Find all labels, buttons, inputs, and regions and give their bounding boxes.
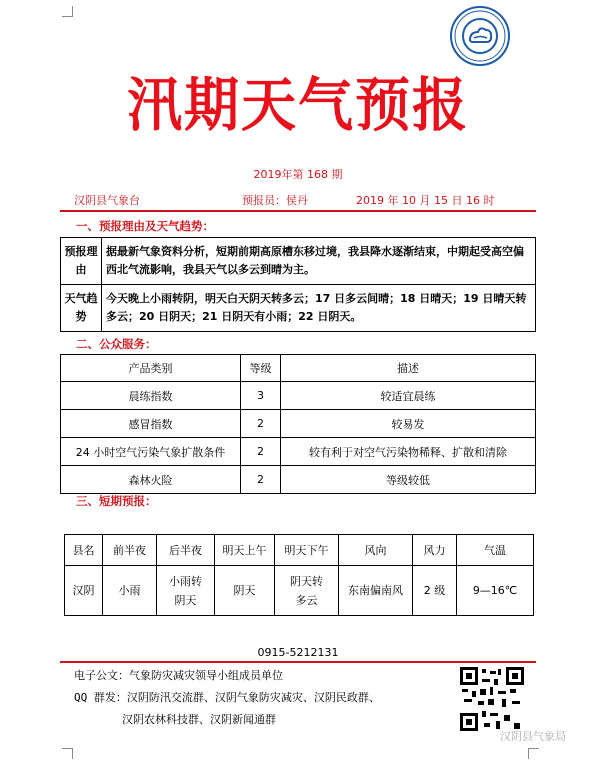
- table-header-row: [65, 535, 534, 566]
- public-service-table: [60, 354, 536, 494]
- cell: 森林火险: [61, 466, 241, 494]
- trend-text: 今天晚上小雨转阴，明天白天阴天转多云；17 日多云间晴；18 日晴天；19 日晴天转多云；20 日阴天；21 日阴天有小雨；22 日阴天。: [102, 285, 536, 332]
- cell: 2: [241, 466, 281, 494]
- table-row: [65, 566, 534, 616]
- table-row: [61, 438, 536, 466]
- col-header: 风力: [413, 535, 457, 566]
- col-header: 明天上午: [215, 535, 275, 566]
- cell: 阴天转 多云: [275, 566, 339, 616]
- col-header: 气温: [457, 535, 534, 566]
- footer-rule-top: [60, 661, 536, 663]
- reasoning-table: [60, 237, 536, 332]
- cell: 较易发: [281, 410, 536, 438]
- col-header-category: 产品类别: [61, 355, 241, 382]
- footer-line-2: QQ 群发：汉阴防汛交流群、汉阴气象防灾减灾、汉阴民政群、: [74, 691, 380, 704]
- cell: 感冒指数: [61, 410, 241, 438]
- cell: 2 级: [413, 566, 457, 616]
- col-header: 明天下午: [275, 535, 339, 566]
- trend-label: 天气趋势: [61, 285, 102, 332]
- col-header: 风向: [339, 535, 413, 566]
- table-row: [61, 382, 536, 410]
- cell: 东南偏南风: [339, 566, 413, 616]
- footer-line-1: 电子公文：气象防灾减灾领导小组成员单位: [74, 669, 283, 682]
- short-term-table: [64, 534, 534, 616]
- crop-mark-top-left: [62, 6, 73, 17]
- cma-logo: [450, 6, 510, 66]
- contact-phone: 0915-5212131: [257, 646, 339, 659]
- section-1-heading: 一、预报理由及天气趋势：: [76, 219, 214, 233]
- cell: 3: [241, 382, 281, 410]
- col-header-level: 等级: [241, 355, 281, 382]
- issue-number: 2019年第 168 期: [253, 168, 343, 181]
- cell: 小雨转 阴天: [157, 566, 215, 616]
- cell: 2: [241, 410, 281, 438]
- cell: 较适宜晨练: [281, 382, 536, 410]
- org-name: 汉阴县气象台: [74, 194, 140, 207]
- table-row: [61, 466, 536, 494]
- cell: 等级较低: [281, 466, 536, 494]
- cell: 2: [241, 438, 281, 466]
- document-title: 汛期天气预报: [126, 71, 470, 139]
- cell: 较有利于对空气污染物稀释、扩散和清除: [281, 438, 536, 466]
- watermark: 汉阴县气象局: [500, 730, 566, 743]
- col-header-description: 描述: [281, 355, 536, 382]
- col-header: 县名: [65, 535, 103, 566]
- header-rule: [60, 210, 536, 212]
- table-row: [61, 410, 536, 438]
- table-row: [61, 285, 536, 332]
- reason-text: 据最新气象资料分析，短期前期高原槽东移过境，我县降水逐渐结束，中期起受高空偏西北气流影响，我县天气以多云到晴为主。: [102, 238, 536, 285]
- table-header-row: [61, 355, 536, 382]
- col-header: 前半夜: [103, 535, 157, 566]
- section-2-heading: 二、公众服务：: [76, 337, 157, 351]
- forecaster: 预报员：侯丹: [242, 194, 308, 207]
- cell: 汉阴: [65, 566, 103, 616]
- cell: 阴天: [215, 566, 275, 616]
- cell: 小雨: [103, 566, 157, 616]
- footer-line-3: 汉阴农林科技群、汉阴新闻通群: [122, 713, 276, 726]
- crop-mark-bottom-right: [528, 748, 539, 759]
- col-header: 后半夜: [157, 535, 215, 566]
- crop-mark-bottom-left: [62, 748, 73, 759]
- cell: 9—16℃: [457, 566, 534, 616]
- reason-label: 预报理由: [61, 238, 102, 285]
- table-row: [61, 238, 536, 285]
- qr-code: [460, 667, 524, 731]
- cell: 24 小时空气污染气象扩散条件: [61, 438, 241, 466]
- section-3-heading: 三、短期预报：: [76, 494, 157, 508]
- issue-datetime: 2019 年 10 月 15 日 16 时: [356, 194, 495, 207]
- cell: 晨练指数: [61, 382, 241, 410]
